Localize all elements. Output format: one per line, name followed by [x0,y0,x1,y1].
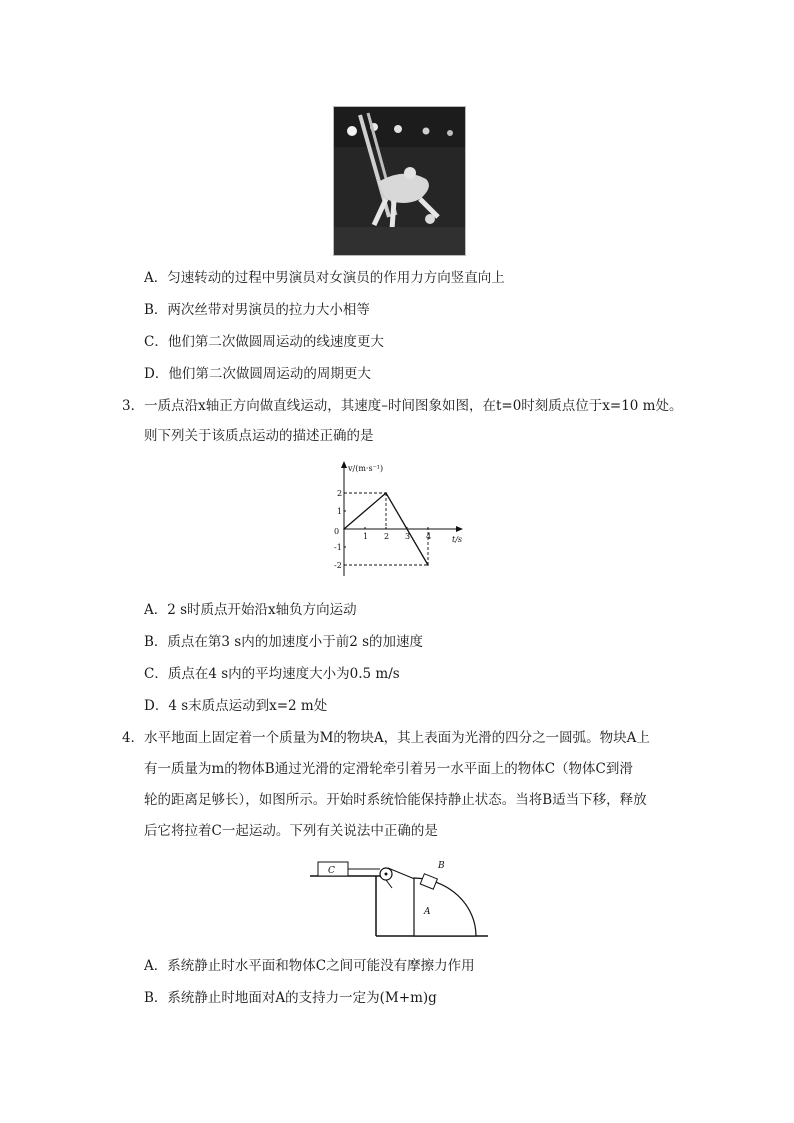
q3-option-c: C．质点在4 s内的平均速度大小为0.5 m/s [144,666,400,682]
data-point-2 [427,564,429,566]
label-a: A [424,907,431,917]
q2-option-c: C．他们第二次做圆周运动的线速度更大 [144,334,384,350]
vt-graph [322,458,472,584]
x-tick-label-2: 2 [384,532,390,541]
y-axis-arrow [341,461,347,468]
origin-label: 0 [334,527,340,536]
data-point-0 [343,528,345,530]
q3-stem-line1: 3．一质点沿x轴正方向做直线运动，其速度–时间图象如图，在t=0时刻质点位于x=10 m处。 [122,398,683,414]
label-c: C [328,866,335,876]
y-tick-label-neg2: -2 [334,561,342,570]
q4-stem-line1: 4．水平地面上固定着一个质量为M的物块A，其上表面为光滑的四分之一圆弧。物块A上 [122,730,650,746]
x-axis-arrow [456,526,463,532]
acrobat-photo-image [334,107,465,255]
q3-option-a: A．2 s时质点开始沿x轴负方向运动 [144,602,357,618]
q2-option-a: A．匀速转动的过程中男演员对女演员的作用力方向竖直向上 [144,270,505,286]
vt-graph-svg [322,458,472,584]
q3-option-b: B．质点在第3 s内的加速度小于前2 s的加速度 [144,634,424,650]
y-tick-label-neg1: -1 [334,543,342,552]
q3-stem-line2: 则下列关于该质点运动的描述正确的是 [144,428,374,444]
pulley-figure [310,856,490,942]
y-tick-label-2: 2 [337,489,343,498]
x-tick-label-1: 1 [363,532,369,541]
q4-option-a: A．系统静止时水平面和物体C之间可能没有摩擦力作用 [144,958,475,974]
pulley-figure-svg [310,856,490,942]
q2-option-d: D．他们第二次做圆周运动的周期更大 [144,366,371,382]
x-axis-label: t/s [452,535,463,544]
x-tick-label-4: 4 [426,532,432,541]
data-point-1 [385,492,387,494]
pulley-mount [386,880,392,888]
q4-stem-line3: 轮的距离足够长），如图所示。开始时系统恰能保持静止状态。当将B适当下移，释放 [144,792,647,808]
y-tick-label-1: 1 [337,507,343,516]
acrobat-photo [333,106,466,256]
q4-option-b: B．系统静止时地面对A的支持力一定为(M+m)g [144,990,437,1006]
q4-stem-line4: 后它将拉着C一起运动。下列有关说法中正确的是 [144,823,438,839]
pulley-axle [385,873,388,876]
y-axis-label: v/(m·s⁻¹) [348,464,384,473]
label-b: B [438,861,445,871]
x-tick-label-3: 3 [405,532,411,541]
q2-option-b: B．两次丝带对男演员的拉力大小相等 [144,302,370,318]
q3-option-d: D．4 s末质点运动到x=2 m处 [144,698,328,714]
q4-stem-line2: 有一质量为m的物体B通过光滑的定滑轮牵引着另一水平面上的物体C（物体C到滑 [144,761,633,777]
